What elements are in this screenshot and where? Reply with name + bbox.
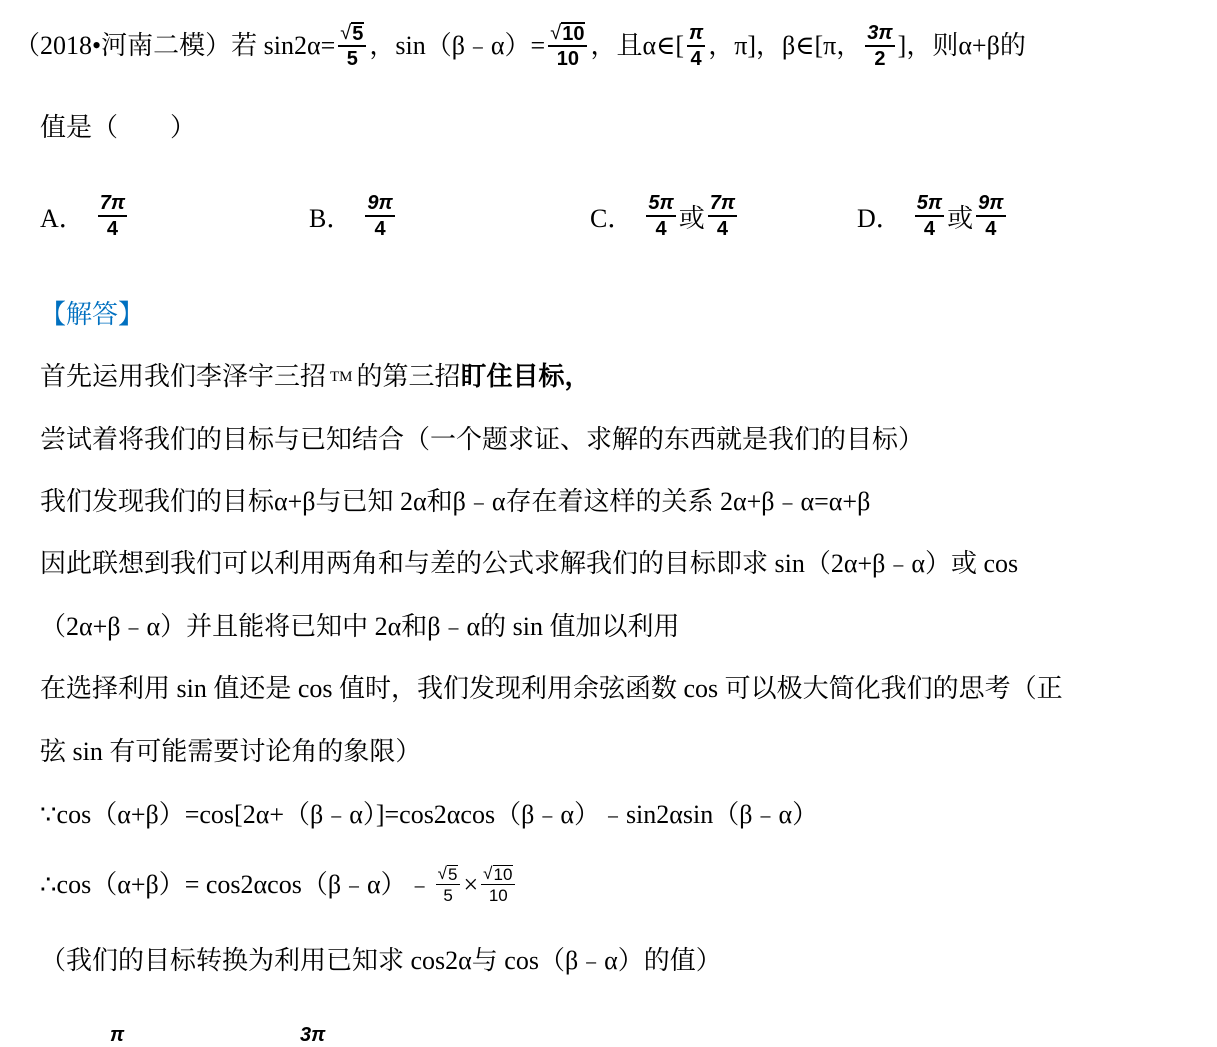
- answer-paragraph-9: [40, 864, 518, 905]
- option-b-fraction: $\frac{9\pi}{4}$: [367, 192, 393, 240]
- question-text-end: ]，则α+β的: [897, 31, 1026, 60]
- option-a-fraction: $\frac{7\pi}{4}$: [99, 192, 126, 240]
- question-text-alpha-range: ，且α∈[: [590, 31, 684, 60]
- option-d-fraction-2: $\frac{9\pi}{4}$: [978, 192, 1004, 240]
- question-text-if: 若 sin2α=: [231, 31, 336, 60]
- option-b[interactable]: [309, 192, 398, 240]
- answer-p1-text-2: 的第三招: [356, 362, 461, 391]
- option-c-joiner: 或: [678, 203, 705, 233]
- answer-paragraph-5: （2α+β﹣α）并且能将已知中 2α和β﹣α的 sin 值加以利用: [40, 612, 680, 641]
- fraction-root5-over-5: √ 5 5: [338, 22, 366, 70]
- answer-paragraph-1: [40, 360, 591, 394]
- answer-paragraph-10: （我们的目标转换为利用已知求 cos2α与 cos（β﹣α）的值）: [40, 946, 722, 975]
- answer-p1-bold: 盯住目标，: [460, 362, 591, 391]
- option-d-letter: D．: [857, 203, 902, 233]
- answer-p1-text: 首先运用我们李泽宇三招: [40, 362, 327, 391]
- answer-paragraph-8: ∵cos（α+β）=cos[2α+（β﹣α）]=cos2αcos（β﹣α）﹣sin2αsin（β﹣α）: [40, 800, 819, 829]
- option-a[interactable]: [40, 192, 130, 240]
- answer-heading: 【解答】: [40, 300, 145, 329]
- answer-p9-text: ∴cos（α+β）= cos2αcos（β﹣α）﹣: [40, 869, 433, 899]
- option-a-letter: A．: [40, 203, 85, 233]
- answer-paragraph-6: 在选择利用 sin 值还是 cos 值时，我们发现利用余弦函数 cos 可以极大简化我们的思考（正: [40, 674, 1063, 703]
- question-text-sin: ，sin（β﹣α）=: [369, 31, 546, 60]
- fraction-root5-over-5-small: √ 5 5: [436, 864, 461, 905]
- answer-paragraph-3: 我们发现我们的目标α+β与已知 2α和β﹣α存在着这样的关系 2α+β﹣α=α+β: [40, 487, 871, 516]
- option-c-letter: C．: [590, 203, 634, 233]
- question-line-2: 值是（ ）: [40, 113, 197, 142]
- option-d-joiner: 或: [947, 203, 974, 233]
- option-d[interactable]: [857, 192, 1009, 240]
- times-sign: ×: [463, 869, 479, 899]
- option-c-fraction-1: $\frac{5\pi}{4}$: [648, 192, 674, 240]
- fraction-pi-over-4: $\frac{\pi}{4}$: [688, 22, 704, 70]
- fraction-root10-over-10-small: √ 10 10: [481, 864, 515, 905]
- trademark-mark: TM: [330, 369, 353, 385]
- cutoff-fraction-3pi: 3π: [300, 1024, 326, 1046]
- answer-paragraph-2: 尝试着将我们的目标与已知结合（一个题求证、求解的东西就是我们的目标）: [40, 425, 925, 454]
- option-d-fraction-1: $\frac{5\pi}{4}$: [916, 192, 943, 240]
- answer-paragraph-7: 弦 sin 有可能需要讨论角的象限）: [40, 737, 422, 766]
- question-line-1: [14, 22, 1026, 70]
- fraction-3pi-over-2: $\frac{3\pi}{2}$: [867, 22, 893, 70]
- answer-paragraph-4: 因此联想到我们可以利用两角和与差的公式求解我们的目标即求 sin（2α+β﹣α）或 cos: [40, 549, 1019, 578]
- question-source: （2018•河南二模）: [14, 31, 232, 60]
- cutoff-fraction-pi: π: [110, 1024, 125, 1046]
- fraction-root10-over-10: √ 10 10: [548, 22, 587, 70]
- question-text-pi-close: ，π]，β∈[π，: [708, 31, 863, 60]
- option-c[interactable]: [590, 192, 740, 240]
- option-c-fraction-2: $\frac{7\pi}{4}$: [709, 192, 736, 240]
- option-b-letter: B．: [309, 203, 353, 233]
